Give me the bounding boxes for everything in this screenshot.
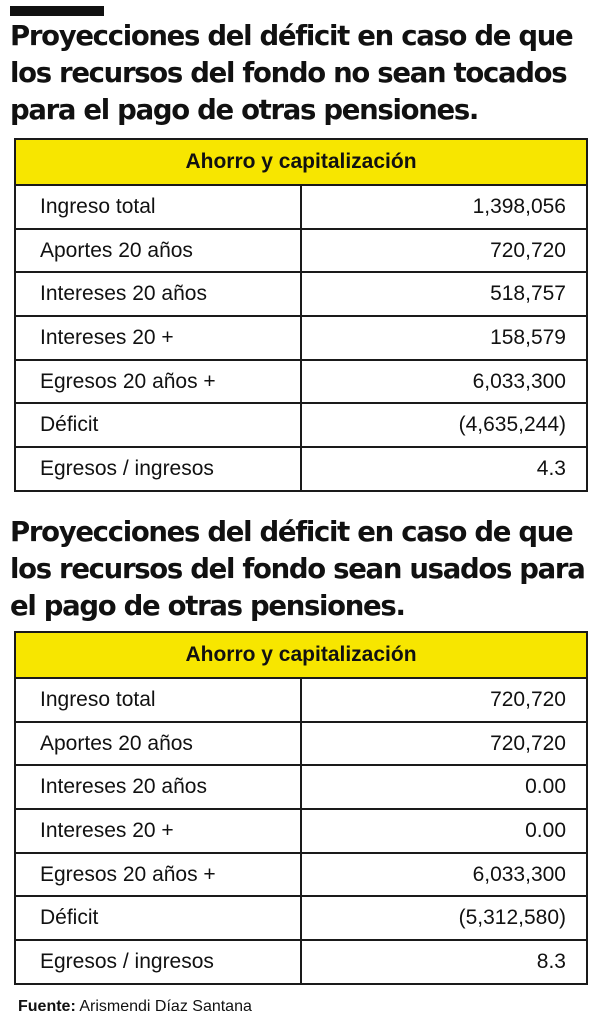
table-row	[15, 722, 587, 766]
row-label: Egresos 20 años +	[15, 360, 301, 404]
row-label: Intereses 20 +	[15, 809, 301, 853]
source-credit	[18, 998, 252, 1016]
section-1-title: Proyecciones del déficit en caso de que los recursos del fondo no sean tocados para el pago de otras pensiones.	[10, 20, 573, 126]
table-row	[15, 360, 587, 404]
row-label: Intereses 20 años	[15, 272, 301, 316]
row-value: 0.00	[301, 765, 587, 809]
table-row	[15, 896, 587, 940]
table-row	[15, 765, 587, 809]
table-row	[15, 185, 587, 229]
row-value: 8.3	[301, 940, 587, 984]
row-value: 720,720	[301, 678, 587, 722]
row-label: Egresos / ingresos	[15, 940, 301, 984]
source-label: Fuente:	[18, 998, 76, 1015]
row-value: 1,398,056	[301, 185, 587, 229]
table-row	[15, 316, 587, 360]
row-value: 0.00	[301, 809, 587, 853]
row-label: Ingreso total	[15, 185, 301, 229]
table-row	[15, 403, 587, 447]
row-value: 720,720	[301, 229, 587, 273]
table-row	[15, 272, 587, 316]
row-value: 6,033,300	[301, 853, 587, 897]
row-label: Intereses 20 años	[15, 765, 301, 809]
section-2-title: Proyecciones del déficit en caso de que los recursos del fondo sean usados para el pago de otras pensiones.	[10, 516, 585, 622]
table-row	[15, 809, 587, 853]
table-row	[15, 678, 587, 722]
section-1-table	[14, 138, 588, 492]
row-value: 4.3	[301, 447, 587, 491]
table-row	[15, 940, 587, 984]
row-value: (4,635,244)	[301, 403, 587, 447]
row-label: Egresos 20 años +	[15, 853, 301, 897]
row-label: Déficit	[15, 896, 301, 940]
row-label: Intereses 20 +	[15, 316, 301, 360]
source-text: Arismendi Díaz Santana	[79, 998, 252, 1015]
row-label: Ingreso total	[15, 678, 301, 722]
row-label: Déficit	[15, 403, 301, 447]
row-label: Aportes 20 años	[15, 229, 301, 273]
row-value: 6,033,300	[301, 360, 587, 404]
table-header: Ahorro y capitalización	[15, 139, 587, 185]
row-value: 158,579	[301, 316, 587, 360]
table-row	[15, 447, 587, 491]
row-label: Aportes 20 años	[15, 722, 301, 766]
table-row	[15, 853, 587, 897]
table-row	[15, 229, 587, 273]
row-value: 720,720	[301, 722, 587, 766]
row-label: Egresos / ingresos	[15, 447, 301, 491]
top-accent-bar	[10, 6, 104, 16]
section-2-table	[14, 631, 588, 985]
row-value: (5,312,580)	[301, 896, 587, 940]
table-header: Ahorro y capitalización	[15, 632, 587, 678]
row-value: 518,757	[301, 272, 587, 316]
